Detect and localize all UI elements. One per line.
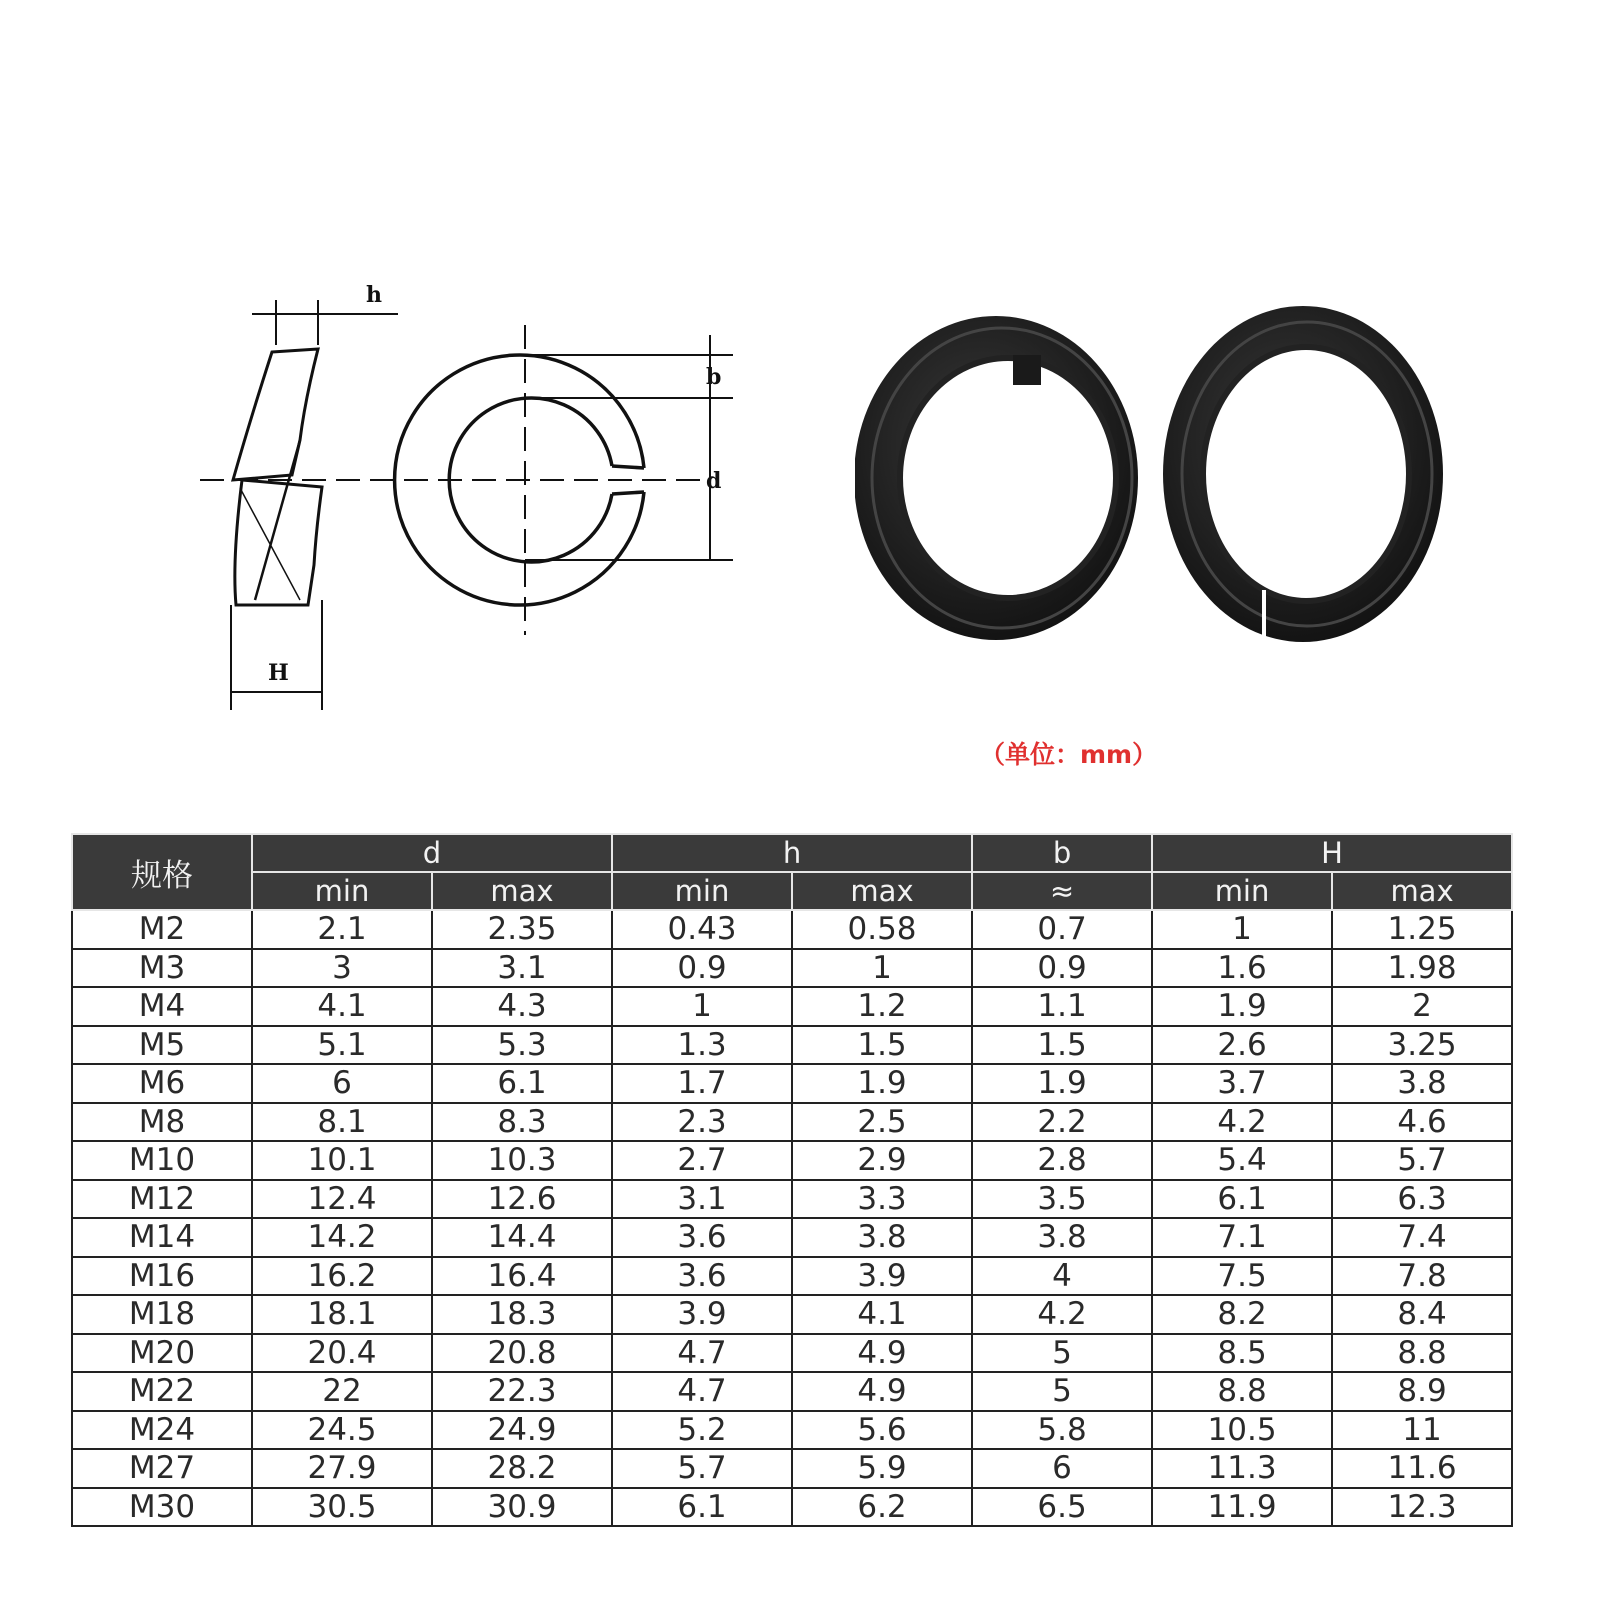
cell-h-max: 5.6	[792, 1411, 972, 1450]
h-label: h	[366, 282, 382, 308]
table-row	[72, 1334, 1512, 1373]
table-row	[72, 1411, 1512, 1450]
cell-spec: M14	[72, 1218, 252, 1257]
unit-note: （单位：mm）	[980, 740, 1158, 769]
sub-header-H-max: max	[1332, 872, 1512, 910]
cell-H-max: 1.98	[1332, 949, 1512, 988]
cell-h-min: 2.3	[612, 1103, 792, 1142]
cell-h-max: 6.2	[792, 1488, 972, 1527]
cell-d-min: 3	[252, 949, 432, 988]
cell-d-max: 5.3	[432, 1026, 612, 1065]
sub-header-b-approx: ≈	[972, 872, 1152, 910]
cell-d-min: 5.1	[252, 1026, 432, 1065]
cell-H-min: 1	[1152, 910, 1332, 949]
cell-h-min: 3.1	[612, 1180, 792, 1219]
cell-h-min: 4.7	[612, 1334, 792, 1373]
group-header-h: h	[612, 834, 972, 872]
cell-H-min: 11.9	[1152, 1488, 1332, 1527]
cell-b-approx: 5	[972, 1372, 1152, 1411]
cell-h-max: 3.8	[792, 1218, 972, 1257]
b-label: b	[706, 364, 722, 390]
cell-H-max: 5.7	[1332, 1141, 1512, 1180]
cell-spec: M20	[72, 1334, 252, 1373]
cell-H-min: 7.5	[1152, 1257, 1332, 1296]
cell-d-max: 2.35	[432, 910, 612, 949]
cell-h-min: 5.2	[612, 1411, 792, 1450]
cell-h-min: 4.7	[612, 1372, 792, 1411]
cell-b-approx: 2.8	[972, 1141, 1152, 1180]
cell-H-min: 7.1	[1152, 1218, 1332, 1257]
cell-h-max: 4.1	[792, 1295, 972, 1334]
cell-spec: M12	[72, 1180, 252, 1219]
cell-d-max: 30.9	[432, 1488, 612, 1527]
cell-h-max: 1	[792, 949, 972, 988]
cell-b-approx: 3.5	[972, 1180, 1152, 1219]
cell-d-max: 14.4	[432, 1218, 612, 1257]
cell-h-min: 0.43	[612, 910, 792, 949]
cell-d-max: 4.3	[432, 987, 612, 1026]
table-row	[72, 987, 1512, 1026]
cell-H-max: 8.8	[1332, 1334, 1512, 1373]
washer-technical-drawing	[150, 270, 770, 740]
cell-h-max: 1.9	[792, 1064, 972, 1103]
cell-spec: M30	[72, 1488, 252, 1527]
cell-d-min: 20.4	[252, 1334, 432, 1373]
cell-H-max: 2	[1332, 987, 1512, 1026]
cell-H-max: 11	[1332, 1411, 1512, 1450]
cell-h-min: 3.6	[612, 1218, 792, 1257]
cell-h-max: 1.2	[792, 987, 972, 1026]
cell-d-min: 24.5	[252, 1411, 432, 1450]
group-header-b: b	[972, 834, 1152, 872]
cell-b-approx: 6.5	[972, 1488, 1152, 1527]
sub-header-h-min: min	[612, 872, 792, 910]
cell-d-max: 8.3	[432, 1103, 612, 1142]
cell-h-min: 1.7	[612, 1064, 792, 1103]
cell-d-max: 10.3	[432, 1141, 612, 1180]
cell-d-min: 22	[252, 1372, 432, 1411]
cell-H-max: 12.3	[1332, 1488, 1512, 1527]
cell-d-max: 24.9	[432, 1411, 612, 1450]
cell-h-min: 6.1	[612, 1488, 792, 1527]
table-row	[72, 1488, 1512, 1527]
cell-d-min: 12.4	[252, 1180, 432, 1219]
cell-spec: M10	[72, 1141, 252, 1180]
cell-b-approx: 0.7	[972, 910, 1152, 949]
cell-b-approx: 1.5	[972, 1026, 1152, 1065]
cell-b-approx: 1.9	[972, 1064, 1152, 1103]
cell-d-min: 30.5	[252, 1488, 432, 1527]
cell-H-min: 6.1	[1152, 1180, 1332, 1219]
table-row	[72, 1141, 1512, 1180]
cell-H-min: 8.2	[1152, 1295, 1332, 1334]
cell-h-min: 3.6	[612, 1257, 792, 1296]
cell-b-approx: 0.9	[972, 949, 1152, 988]
cell-spec: M16	[72, 1257, 252, 1296]
H-label: H	[268, 660, 289, 686]
cell-d-min: 6	[252, 1064, 432, 1103]
cell-spec: M2	[72, 910, 252, 949]
cell-H-min: 3.7	[1152, 1064, 1332, 1103]
cell-H-min: 8.5	[1152, 1334, 1332, 1373]
cell-d-min: 8.1	[252, 1103, 432, 1142]
cell-H-min: 2.6	[1152, 1026, 1332, 1065]
spec-header: 规格	[72, 834, 252, 910]
cell-d-max: 16.4	[432, 1257, 612, 1296]
cell-d-max: 28.2	[432, 1449, 612, 1488]
cell-h-max: 4.9	[792, 1372, 972, 1411]
cell-h-min: 1.3	[612, 1026, 792, 1065]
table-row	[72, 949, 1512, 988]
cell-spec: M6	[72, 1064, 252, 1103]
cell-h-min: 5.7	[612, 1449, 792, 1488]
cell-H-min: 11.3	[1152, 1449, 1332, 1488]
cell-h-max: 3.9	[792, 1257, 972, 1296]
cell-b-approx: 6	[972, 1449, 1152, 1488]
cell-H-max: 7.4	[1332, 1218, 1512, 1257]
cell-spec: M5	[72, 1026, 252, 1065]
sub-header-H-min: min	[1152, 872, 1332, 910]
cell-d-max: 12.6	[432, 1180, 612, 1219]
washer-product-photo	[855, 290, 1455, 660]
spec-table	[71, 833, 1513, 1527]
cell-H-max: 4.6	[1332, 1103, 1512, 1142]
cell-H-min: 10.5	[1152, 1411, 1332, 1450]
cell-H-max: 1.25	[1332, 910, 1512, 949]
sub-header-h-max: max	[792, 872, 972, 910]
cell-H-min: 1.6	[1152, 949, 1332, 988]
washer-side-lower	[235, 480, 322, 605]
cell-spec: M22	[72, 1372, 252, 1411]
cell-H-max: 3.8	[1332, 1064, 1512, 1103]
cell-H-max: 6.3	[1332, 1180, 1512, 1219]
cell-spec: M18	[72, 1295, 252, 1334]
cell-d-min: 2.1	[252, 910, 432, 949]
group-header-d: d	[252, 834, 612, 872]
cell-b-approx: 4.2	[972, 1295, 1152, 1334]
cell-H-max: 7.8	[1332, 1257, 1512, 1296]
cell-H-min: 1.9	[1152, 987, 1332, 1026]
table-row	[72, 1295, 1512, 1334]
cell-d-min: 10.1	[252, 1141, 432, 1180]
cell-h-max: 4.9	[792, 1334, 972, 1373]
cell-d-max: 22.3	[432, 1372, 612, 1411]
cell-b-approx: 1.1	[972, 987, 1152, 1026]
table-row	[72, 1257, 1512, 1296]
cell-d-min: 4.1	[252, 987, 432, 1026]
d-label: d	[706, 468, 722, 494]
table-row	[72, 1064, 1512, 1103]
cell-h-max: 1.5	[792, 1026, 972, 1065]
cell-h-max: 2.9	[792, 1141, 972, 1180]
cell-d-min: 14.2	[252, 1218, 432, 1257]
cell-b-approx: 3.8	[972, 1218, 1152, 1257]
cell-d-max: 18.3	[432, 1295, 612, 1334]
table-row	[72, 1180, 1512, 1219]
spec-table-body	[72, 910, 1512, 1526]
table-row	[72, 1103, 1512, 1142]
cell-H-max: 8.4	[1332, 1295, 1512, 1334]
cell-b-approx: 4	[972, 1257, 1152, 1296]
cell-h-max: 3.3	[792, 1180, 972, 1219]
table-row	[72, 1372, 1512, 1411]
cell-spec: M4	[72, 987, 252, 1026]
sub-header-d-max: max	[432, 872, 612, 910]
cell-h-min: 1	[612, 987, 792, 1026]
cell-H-max: 8.9	[1332, 1372, 1512, 1411]
cell-spec: M24	[72, 1411, 252, 1450]
table-row	[72, 1026, 1512, 1065]
left-washer-image	[855, 316, 1138, 640]
cell-h-max: 0.58	[792, 910, 972, 949]
cell-h-min: 3.9	[612, 1295, 792, 1334]
cell-spec: M8	[72, 1103, 252, 1142]
cell-H-min: 5.4	[1152, 1141, 1332, 1180]
table-row	[72, 1218, 1512, 1257]
cell-spec: M3	[72, 949, 252, 988]
cell-spec: M27	[72, 1449, 252, 1488]
cell-d-min: 18.1	[252, 1295, 432, 1334]
sub-header-d-min: min	[252, 872, 432, 910]
cell-b-approx: 2.2	[972, 1103, 1152, 1142]
cell-H-min: 4.2	[1152, 1103, 1332, 1142]
cell-h-min: 2.7	[612, 1141, 792, 1180]
right-washer-image	[1163, 306, 1443, 642]
table-row	[72, 1449, 1512, 1488]
cell-H-min: 8.8	[1152, 1372, 1332, 1411]
cell-h-max: 2.5	[792, 1103, 972, 1142]
cell-d-min: 27.9	[252, 1449, 432, 1488]
cell-d-max: 3.1	[432, 949, 612, 988]
cell-d-max: 6.1	[432, 1064, 612, 1103]
table-row	[72, 910, 1512, 949]
group-header-H: H	[1152, 834, 1512, 872]
washer-side-upper	[233, 349, 318, 480]
cell-b-approx: 5	[972, 1334, 1152, 1373]
cell-H-max: 11.6	[1332, 1449, 1512, 1488]
cell-d-max: 20.8	[432, 1334, 612, 1373]
cell-H-max: 3.25	[1332, 1026, 1512, 1065]
cell-h-min: 0.9	[612, 949, 792, 988]
cell-d-min: 16.2	[252, 1257, 432, 1296]
cell-h-max: 5.9	[792, 1449, 972, 1488]
cell-b-approx: 5.8	[972, 1411, 1152, 1450]
